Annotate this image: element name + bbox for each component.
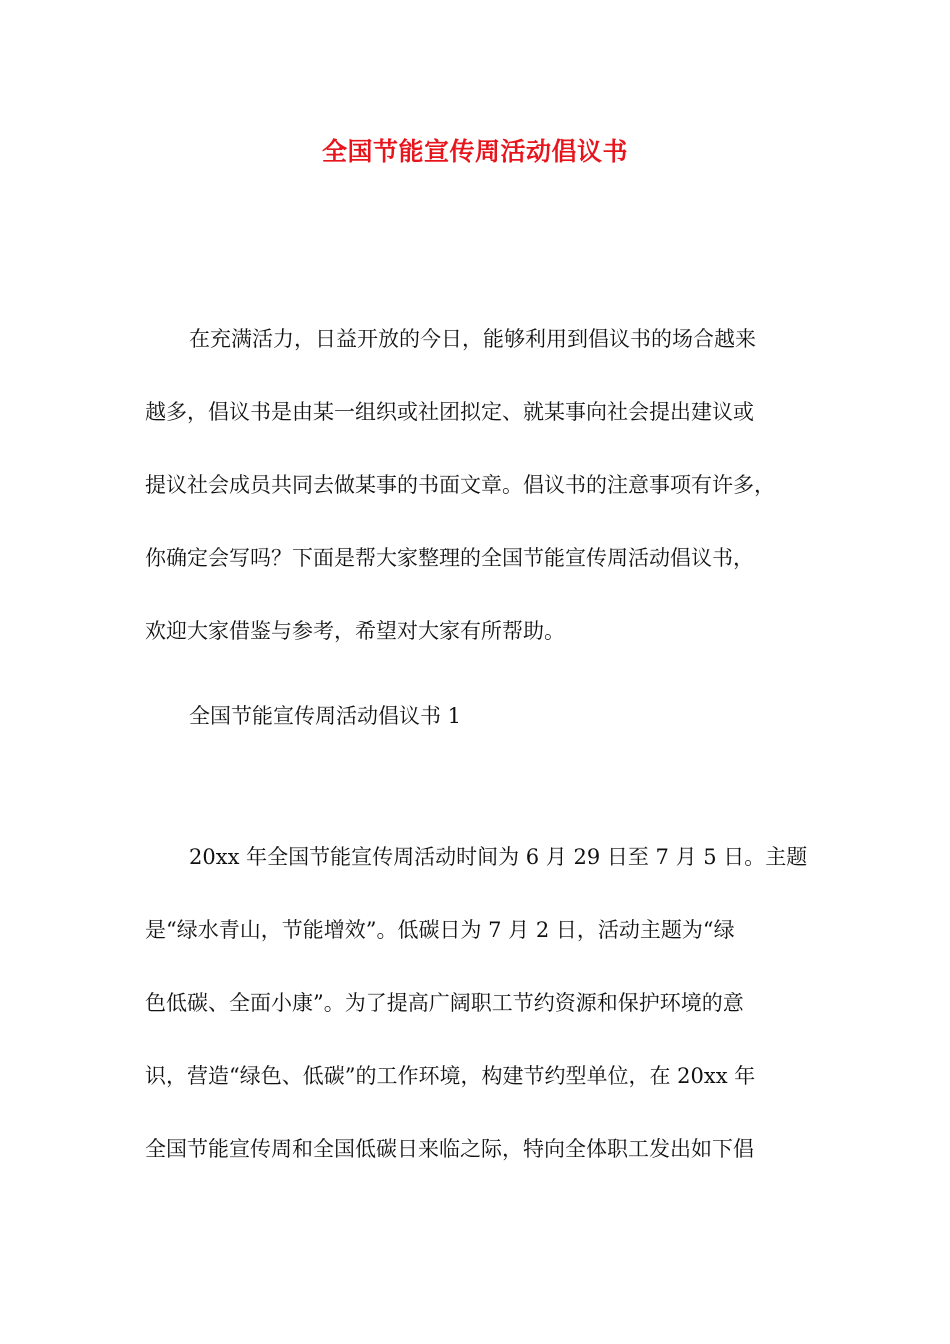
document-title: 全国节能宣传周活动倡议书 bbox=[321, 137, 628, 166]
paragraph-line: 你确定会写吗？下面是帮大家整理的全国节能宣传周活动倡议书， bbox=[145, 546, 754, 570]
paragraph-line: 在充满活力，日益开放的今日，能够利用到倡议书的场合越来 bbox=[189, 327, 756, 351]
paragraph-line: 越多，倡议书是由某一组织或社团拟定、就某事向社会提出建议或 bbox=[145, 400, 754, 424]
paragraph-line: 全国节能宣传周和全国低碳日来临之际，特向全体职工发出如下倡 bbox=[145, 1137, 754, 1161]
paragraph-line: 欢迎大家借鉴与参考，希望对大家有所帮助。 bbox=[145, 619, 565, 643]
paragraph-line: 20xx 年全国节能宣传周活动时间为 6 月 29 日至 7 月 5 日。主题 bbox=[189, 845, 808, 869]
intro-paragraph bbox=[145, 303, 810, 668]
paragraph-line: 是“绿水青山，节能增效”。低碳日为 7 月 2 日，活动主题为“绿 bbox=[145, 918, 735, 942]
paragraph-line: 提议社会成员共同去做某事的书面文章。倡议书的注意事项有许多， bbox=[145, 473, 775, 497]
section-heading: 全国节能宣传周活动倡议书 1 bbox=[189, 704, 462, 728]
paragraph-line: 色低碳、全面小康”。为了提高广阔职工节约资源和保护环境的意 bbox=[145, 991, 744, 1015]
paragraph-line: 识，营造“绿色、低碳”的工作环境，构建节约型单位，在 20xx 年 bbox=[145, 1064, 756, 1088]
body-paragraph bbox=[145, 821, 810, 1186]
